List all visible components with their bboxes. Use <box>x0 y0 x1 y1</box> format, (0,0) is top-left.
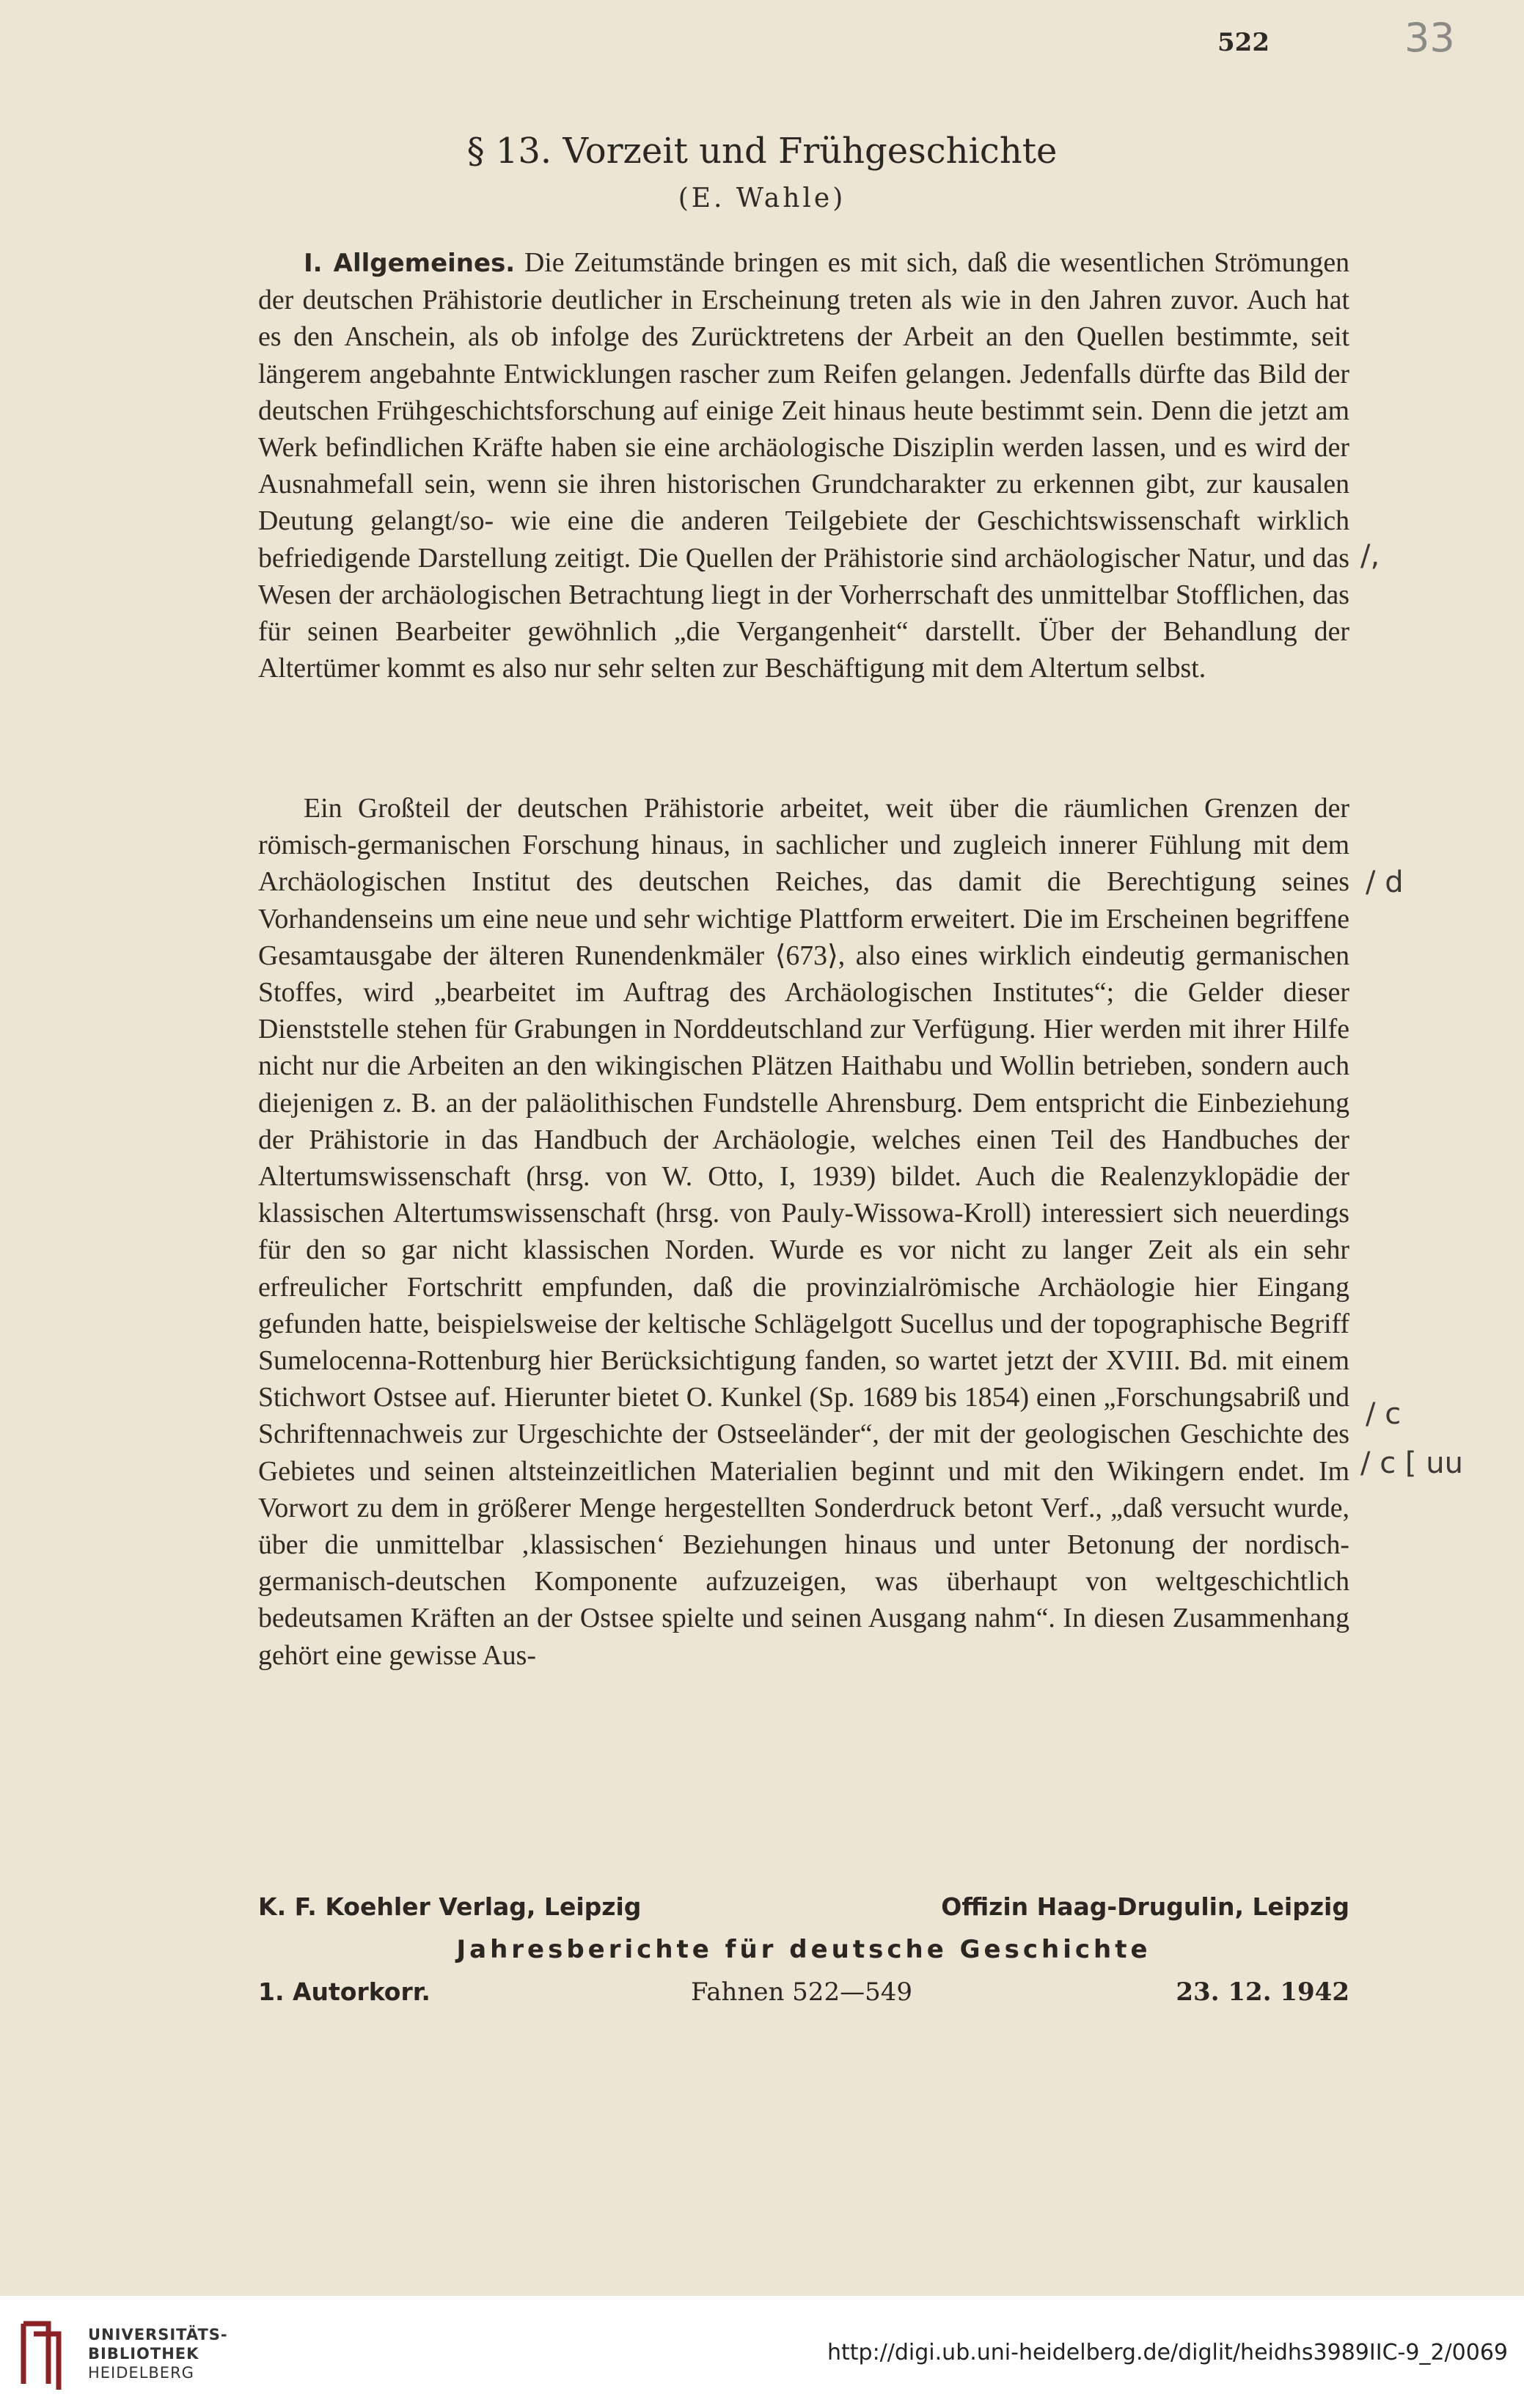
permalink-url[interactable]: http://digi.ub.uni-heidelberg.de/diglit/heidhs3989IIC-9_2/0069 <box>827 2340 1508 2365</box>
paragraph-1-text: Die Zeitumstände bringen es mit sich, daß die wesentlichen Strömungen der deutschen Prähistorie deutlicher in Erscheinung treten als wie in den Jahren zuvor. Auch hat es den Anschein, als ob infolge des Zurücktretens der Arbeit an den Quellen bestimmte, seit längerem angebahnte Entwicklungen rascher zum Reifen gelangen. Jedenfalls dürfte das Bild der deutschen Frühgeschichtsforschung auf einige Zeit hinaus heute bestimmt sein. Denn die jetzt am Werk befindlichen Kräfte haben sie eine archäologische Disziplin werden lassen, und es wird der Ausnahmefall sein, wenn sie ihren historischen Grundcharakter zu erkennen gibt, zur kausalen Deutung gelangt/so- wie eine die anderen Teilgebiete der Geschichtswissenschaft wirklich befriedigende Darstellung zeitigt. Die Quellen der Prähistorie sind archäologischer Natur, und das Wesen der archäologischen Betrachtung liegt in der Vorherrschaft des unmittelbar Stofflichen, das für seinen Bearbeiter gewöhnlich „die Vergangenheit“ darstellt. Über der Behandlung der Altertümer kommt es also nur sehr selten zur Beschäftigung mit dem Altertum selbst. <box>258 247 1350 684</box>
subsection-heading: I. Allgemeines. <box>304 249 516 278</box>
printer-name: Offizin Haag-Drugulin, Leipzig <box>941 1892 1349 1921</box>
galley-range: Fahnen 522—549 <box>691 1977 912 2007</box>
margin-correction-1: /, <box>1360 539 1380 573</box>
margin-correction-2: / d <box>1366 866 1404 899</box>
publisher-name: K. F. Koehler Verlag, Leipzig <box>258 1892 642 1921</box>
page-number: 522 <box>1217 28 1270 57</box>
body-paragraph-2: Ein Großteil der deutschen Prähistorie arbeitet, weit über die räumlichen Grenzen der römisch-germanischen Forschung hinaus, in sachlicher und zugleich innerer Fühlung mit dem Archäologischen Institut des deutschen Reiches, das damit die Berechtigung seines Vorhandenseins um eine neue und sehr wichtige Plattform erweitert. Die im Erscheinen begriffene Gesamtausgabe der älteren Runendenkmäler ⟨673⟩, also eines wirklich eindeutig germanischen Stoffes, wird „bearbeitet im Auftrag des Archäologischen Institutes“; die Gelder dieser Dienststelle stehen für Grabungen in Norddeutschland zur Verfügung. Hier werden mit ihrer Hilfe nicht nur die Arbeiten an den wikingischen Plätzen Haithabu und Wollin betrieben, sondern auch diejenigen z. B. an der paläolithischen Fundstelle Ahrensburg. Dem entspricht die Einbeziehung der Prähistorie in das Handbuch der Archäologie, welches einen Teil des Handbuches der Altertumswissenschaft (hrsg. von W. Otto, I, 1939) bildet. Auch die Realenzyklopädie der klassischen Altertumswissenschaft (hrsg. von Pauly-Wissowa-Kroll) interessiert sich neuerdings für den so gar nicht klassischen Norden. Wurde es vor nicht zu langer Zeit als ein sehr erfreulicher Fortschritt empfunden, daß die provinzialrömische Archäologie hier Eingang gefunden hatte, beispielsweise der keltische Schlägelgott Sucellus und der topographische Begriff Sumelocenna-Rottenburg hier Berücksichtigung fanden, so wartet jetzt der XVIII. Bd. mit einem Stichwort Ostsee auf. Hierunter bietet O. Kunkel (Sp. 1689 bis 1854) einen „Forschungsabriß und Schriftennachweis zur Urgeschichte der Ostseeländer“, der mit der geologischen Geschichte des Gebietes und seinen altsteinzeitlichen Materialien beginnt und mit den Wikingern endet. Im Vorwort zu dem in größerer Menge hergestellten Sonderdruck betont Verf., „daß versucht wurde, über die unmittelbar ‚klassischen‘ Beziehungen hinaus und unter Betonung der nordisch-germanisch-deutschen Komponente aufzuzeigen, was überhaupt von weltgeschichtlich bedeutsamen Kräften an der Ostsee spielte und seinen Ausgang nahm“. In diesen Zusammenhang gehört eine gewisse Aus- <box>258 793 1349 1671</box>
section-title: § 13. Vorzeit und Frühgeschichte <box>466 131 1058 172</box>
body-paragraph-1 <box>258 244 1349 687</box>
series-title: Jahresberichte für deutsche Geschichte <box>456 1935 1151 1964</box>
handwritten-folio-mark: 33 <box>1404 15 1455 61</box>
library-logo-icon <box>18 2308 69 2396</box>
section-author: (E. Wahle) <box>678 183 846 213</box>
library-footer <box>0 2296 1524 2408</box>
margin-correction-3: / c <box>1366 1397 1402 1431</box>
proof-label: 1. Autorkorr. <box>258 1977 431 2006</box>
proof-date: 23. 12. 1942 <box>1176 1977 1349 2007</box>
margin-correction-4: / c [ uu <box>1360 1446 1463 1480</box>
library-name: UNIVERSITÄTS- BIBLIOTHEK HEIDELBERG <box>88 2326 228 2382</box>
